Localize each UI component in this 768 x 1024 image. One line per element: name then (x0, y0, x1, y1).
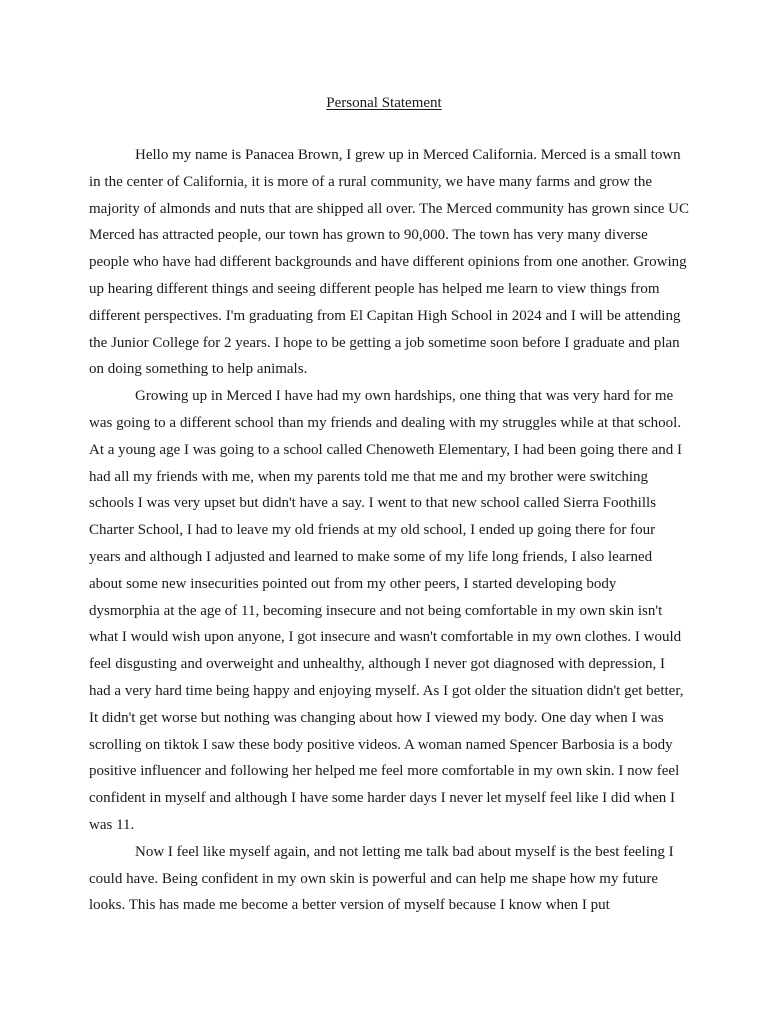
paragraph-hardships: Growing up in Merced I have had my own hardships, one thing that was very hard for me was going to a different school than my friends and dealing with my struggles while at that school. At a young age I was going to a school called Chenoweth Elementary, I had been going there and I had all my friends with me, when my parents told me that me and my brother were switching schools I was very upset but didn't have a say. I went to that new school called Sierra Foothills Charter School, I had to leave my old friends at my old school, I ended up going there for four years and although I adjusted and learned to make some of my life long friends, I also learned about some new insecurities pointed out from my other peers, I started developing body dysmorphia at the age of 11, becoming insecure and not being comfortable in my own skin isn't what I would wish upon anyone, I got insecure and wasn't comfortable in my own clothes. I would feel disgusting and overweight and unhealthy, although I never got diagnosed with depression, I had a very hard time being happy and enjoying myself. As I got older the situation didn't get better, It didn't get worse but nothing was changing about how I viewed my body. One day when I was scrolling on tiktok I saw these body positive videos. A woman named Spencer Barbosia is a body positive influencer and following her helped me feel more comfortable in my own skin. I now feel confident in myself and although I have some harder days I never let myself feel like I did when I was 11. (89, 388, 684, 833)
paragraph-now: Now I feel like myself again, and not letting me talk bad about myself is the best feeling I could have. Being confident in my own skin is powerful and can help me shape how my future looks. This has made me become a better version of myself because I know when I put (89, 843, 674, 914)
page-title (0, 93, 768, 113)
paragraph-intro: Hello my name is Panacea Brown, I grew up in Merced California. Merced is a small town in the center of California, it is more of a rural community, we have many farms and grow the majority of almonds and nuts that are shipped all over. The Merced community has grown since UC Merced has attracted people, our town has grown to 90,000. The town has very many diverse people who have had different backgrounds and have different opinions from one another. Growing up hearing different things and seeing different people has helped me learn to view things from different perspectives. I'm graduating from El Capitan High School in 2024 and I will be attending the Junior College for 2 years. I hope to be getting a job sometime soon before I graduate and plan on doing something to help animals. (89, 147, 690, 378)
page-title-text: Personal Statement (326, 95, 442, 111)
document-body (89, 142, 689, 919)
